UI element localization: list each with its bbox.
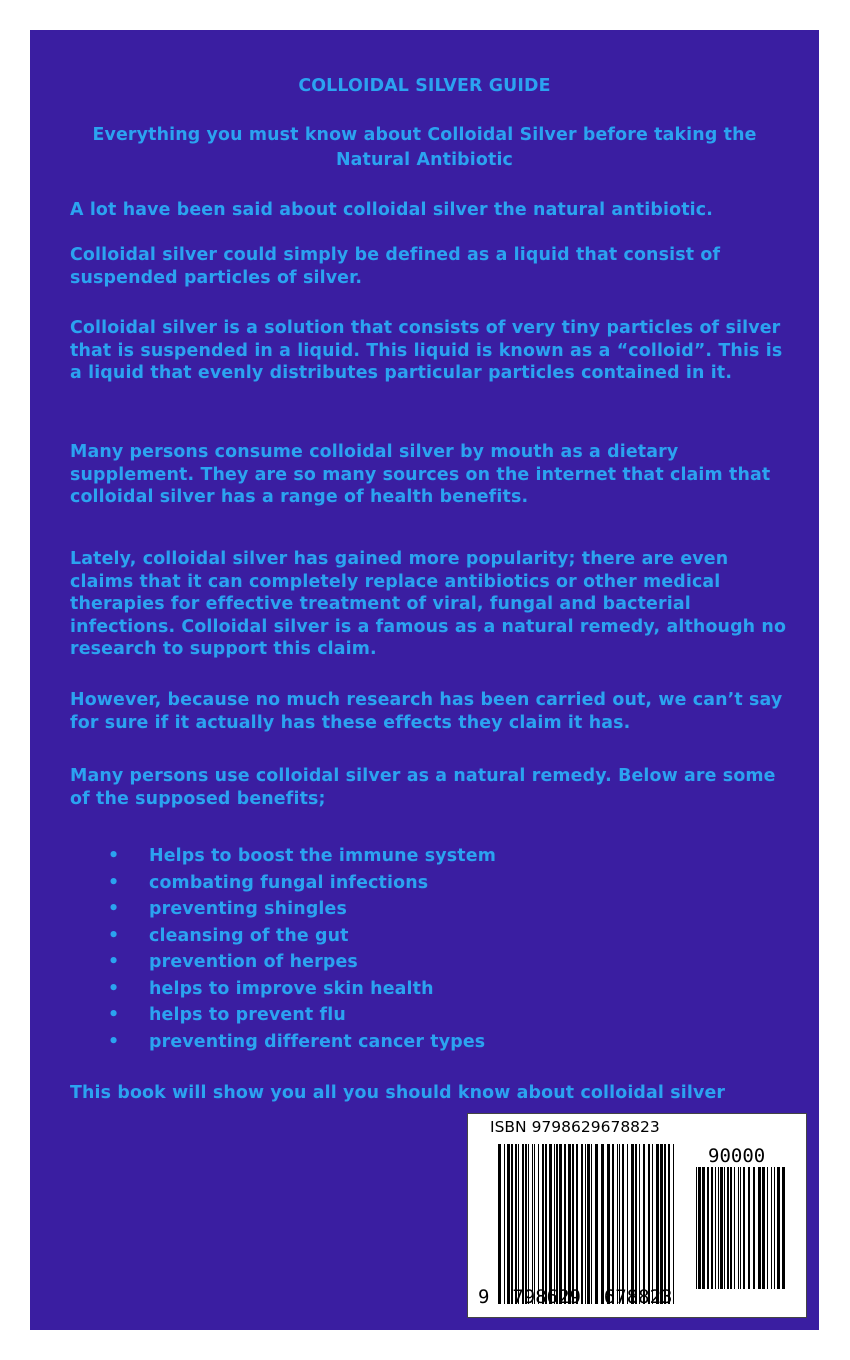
barcode-bar xyxy=(622,1144,624,1304)
barcode-bar xyxy=(515,1144,517,1304)
benefit-text: Helps to boost the immune system xyxy=(149,846,496,866)
barcode-bar xyxy=(730,1167,732,1289)
benefit-text: helps to improve skin health xyxy=(149,978,434,999)
barcode-bar xyxy=(635,1144,637,1304)
paragraph-remedy: Many persons use colloidal silver as a natural remedy. Below are some of the supposed benefits; xyxy=(70,766,776,809)
barcode-bar xyxy=(534,1144,535,1304)
bullet-icon: • xyxy=(108,1005,120,1025)
barcode-bar xyxy=(771,1167,772,1289)
barcode-bar xyxy=(648,1144,650,1304)
barcode-bar xyxy=(727,1167,729,1289)
bullet-icon: • xyxy=(108,925,120,946)
barcode-bar xyxy=(711,1167,713,1289)
barcode-bar xyxy=(720,1167,723,1289)
barcode-bar xyxy=(652,1144,653,1304)
bullet-icon: • xyxy=(108,846,120,866)
benefit-text: preventing shingles xyxy=(149,899,347,919)
barcode-bar xyxy=(715,1167,716,1289)
bullet-icon: • xyxy=(108,1031,120,1052)
barcode-bar xyxy=(619,1144,620,1304)
price-code: 90000 xyxy=(708,1145,766,1167)
barcode-bar xyxy=(656,1144,659,1304)
list-item xyxy=(108,870,496,897)
barcode-bar xyxy=(568,1144,571,1304)
barcode-bar xyxy=(532,1144,533,1304)
barcode-bar xyxy=(528,1144,529,1304)
paragraph-consumption: Many persons consume colloidal silver by mouth as a dietary supplement. They are so many sources on the internet that claim that colloidal silver has a range of health benefits. xyxy=(70,442,771,507)
barcode-bar xyxy=(767,1167,768,1289)
barcode-bar xyxy=(702,1167,705,1289)
addon-barcode-icon xyxy=(696,1167,788,1289)
barcode-bar xyxy=(617,1144,618,1304)
bullet-icon: • xyxy=(108,872,120,893)
paragraph-popularity: Lately, colloidal silver has gained more popularity; there are even claims that it can completely replace antibiotics or other medical therapies for effective treatment of viral, fungal and bacterial infections. Colloidal silver is a famous as a natural remedy, although no research to support this claim. xyxy=(70,549,787,659)
benefits-list xyxy=(108,843,496,1055)
isbn-label: ISBN 9798629678823 xyxy=(490,1118,660,1136)
barcode-bar xyxy=(664,1144,666,1304)
barcode-bar xyxy=(696,1167,697,1289)
benefit-text: preventing different cancer types xyxy=(149,1031,486,1052)
paragraph-definition: Colloidal silver could simply be defined as a liquid that consist of suspended particles of silver. xyxy=(70,245,721,288)
barcode-bar xyxy=(707,1167,709,1289)
closing-line: This book will show you all you should know about colloidal silver xyxy=(70,1083,726,1103)
list-item xyxy=(108,843,496,870)
barcode-bar xyxy=(668,1144,670,1304)
paragraph-solution: Colloidal silver is a solution that consists of very tiny particles of silver that is suspended in a liquid. This liquid is known as a “colloid”. This is a liquid that evenly distributes particular particles contained in it. xyxy=(70,318,783,383)
barcode-box xyxy=(467,1113,807,1318)
barcode-bar xyxy=(639,1144,640,1304)
barcode-bar xyxy=(631,1144,634,1304)
list-item xyxy=(108,976,496,1003)
barcode-bar xyxy=(660,1144,663,1304)
benefit-text: cleansing of the gut xyxy=(149,925,349,946)
barcode-bar xyxy=(774,1167,775,1289)
barcode-bar xyxy=(612,1144,614,1304)
barcode-bar xyxy=(627,1144,628,1304)
list-item xyxy=(108,1002,496,1029)
list-item xyxy=(108,896,496,923)
barcode-bar xyxy=(564,1144,566,1304)
barcode-bar xyxy=(522,1144,524,1304)
benefit-text: prevention of herpes xyxy=(149,952,358,972)
barcode-bar xyxy=(698,1167,701,1289)
barcode-bar xyxy=(538,1144,539,1304)
barcode-bar xyxy=(518,1144,519,1304)
barcode-bar xyxy=(595,1144,598,1304)
barcode-bar xyxy=(545,1144,547,1304)
barcode-bar xyxy=(559,1144,562,1304)
barcode-bar xyxy=(507,1144,510,1304)
bullet-icon: • xyxy=(108,952,120,972)
paragraph-intro: A lot have been said about colloidal silver the natural antibiotic. xyxy=(70,200,713,220)
barcode-bar xyxy=(556,1144,558,1304)
main-barcode-icon xyxy=(498,1144,678,1304)
barcode-bar xyxy=(591,1144,592,1304)
barcode-bar xyxy=(724,1167,725,1289)
barcode-bar xyxy=(607,1144,610,1304)
barcode-bar xyxy=(587,1144,590,1304)
barcode-bar xyxy=(748,1167,750,1289)
barcode-bar xyxy=(542,1144,544,1304)
list-item xyxy=(108,923,496,950)
barcode-bar xyxy=(511,1144,513,1304)
barcode-digits: 9 798629 678823 xyxy=(478,1286,673,1308)
barcode-bar xyxy=(581,1144,583,1304)
barcode-bar xyxy=(743,1167,745,1289)
barcode-bar xyxy=(572,1144,574,1304)
barcode-bar xyxy=(498,1144,501,1304)
barcode-bar xyxy=(734,1167,735,1289)
barcode-bar xyxy=(718,1167,719,1289)
barcode-bar xyxy=(585,1144,586,1304)
list-item xyxy=(108,1029,496,1056)
barcode-bar xyxy=(740,1167,741,1289)
barcode-bar xyxy=(554,1144,555,1304)
bullet-icon: • xyxy=(108,978,120,999)
barcode-bar xyxy=(753,1167,755,1289)
barcode-bar xyxy=(504,1144,505,1304)
bullet-icon: • xyxy=(108,899,120,919)
benefit-text: combating fungal infections xyxy=(149,872,429,893)
barcode-bar xyxy=(549,1144,552,1304)
barcode-bar xyxy=(576,1144,578,1304)
list-item xyxy=(108,949,496,976)
barcode-bar xyxy=(777,1167,780,1289)
barcode-bar xyxy=(525,1144,527,1304)
barcode-bar xyxy=(601,1144,604,1304)
paragraph-research: However, because no much research has been carried out, we can’t say for sure if it actually has these effects they claim it has. xyxy=(70,690,783,733)
barcode-bar xyxy=(738,1167,739,1289)
barcode-bar xyxy=(673,1144,674,1304)
barcode-bar xyxy=(643,1144,645,1304)
barcode-bar xyxy=(782,1167,785,1289)
benefit-text: helps to prevent flu xyxy=(149,1005,346,1025)
book-title: COLLOIDAL SILVER GUIDE xyxy=(298,76,551,96)
barcode-bar xyxy=(762,1167,765,1289)
barcode-bar xyxy=(758,1167,761,1289)
book-subtitle: Everything you must know about Colloidal Silver before taking the Natural Antibiotic xyxy=(92,125,757,170)
